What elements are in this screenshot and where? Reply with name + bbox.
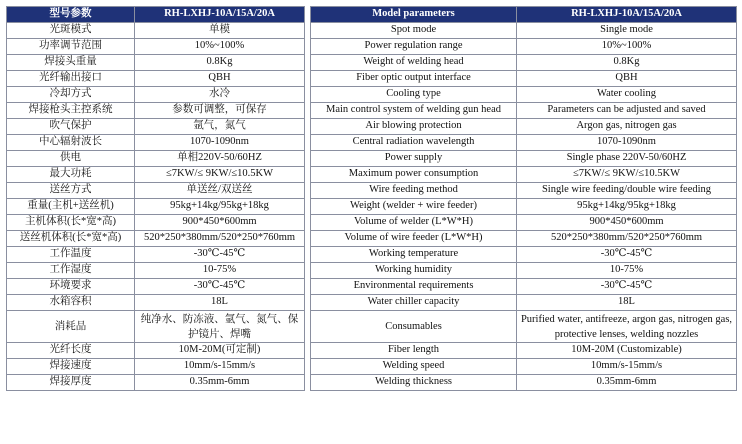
table-row — [7, 311, 305, 343]
param-value-cell: 1070-1090nm — [517, 135, 737, 151]
param-name-cell: Weight of welding head — [311, 55, 517, 71]
table-row — [311, 23, 737, 39]
table-header-row — [311, 7, 737, 23]
table-row — [311, 199, 737, 215]
param-name-cell: Weight (welder + wire feeder) — [311, 199, 517, 215]
chinese-spec-table — [6, 6, 305, 391]
param-name-cell: Wire feeding method — [311, 183, 517, 199]
table-row — [311, 343, 737, 359]
param-value-cell: 10M-20M (Customizable) — [517, 343, 737, 359]
param-name-cell: 环境要求 — [7, 279, 135, 295]
param-name-cell: Working temperature — [311, 247, 517, 263]
param-name-cell: 重量(主机+送丝机) — [7, 199, 135, 215]
param-value-cell: QBH — [517, 71, 737, 87]
table-row — [311, 39, 737, 55]
param-name-cell: 功率调节范围 — [7, 39, 135, 55]
param-name-cell: 冷却方式 — [7, 87, 135, 103]
param-name-cell: Power supply — [311, 151, 517, 167]
table-row — [311, 151, 737, 167]
param-value-cell: ≤7KW/≤ 9KW/≤10.5KW — [517, 167, 737, 183]
param-name-cell: Cooling type — [311, 87, 517, 103]
param-value-cell: Parameters can be adjusted and saved — [517, 103, 737, 119]
table-row — [7, 183, 305, 199]
param-name-cell: Working humidity — [311, 263, 517, 279]
param-name-cell: 焊接枪头主控系统 — [7, 103, 135, 119]
table-row — [7, 199, 305, 215]
param-name-cell: Consumables — [311, 311, 517, 343]
param-name-cell: 消耗品 — [7, 311, 135, 343]
model-column-header: RH-LXHJ-10A/15A/20A — [517, 7, 737, 23]
param-name-cell: Welding speed — [311, 359, 517, 375]
param-value-cell: 0.8Kg — [135, 55, 305, 71]
param-value-cell: 10%~100% — [517, 39, 737, 55]
param-name-cell: 光纤输出接口 — [7, 71, 135, 87]
param-name-cell: Fiber length — [311, 343, 517, 359]
table-row — [311, 167, 737, 183]
table-row — [7, 231, 305, 247]
table-row — [7, 247, 305, 263]
param-value-cell: -30℃-45℃ — [517, 247, 737, 263]
param-name-cell: Power regulation range — [311, 39, 517, 55]
param-name-cell: 工作温度 — [7, 247, 135, 263]
param-value-cell: QBH — [135, 71, 305, 87]
param-value-cell: 0.8Kg — [517, 55, 737, 71]
param-name-cell: 中心辐射波长 — [7, 135, 135, 151]
param-name-cell: Air blowing protection — [311, 119, 517, 135]
param-value-cell: 520*250*380mm/520*250*760mm — [135, 231, 305, 247]
param-name-cell: Volume of wire feeder (L*W*H) — [311, 231, 517, 247]
param-value-cell: 单相220V-50/60HZ — [135, 151, 305, 167]
table-row — [311, 359, 737, 375]
table-row — [311, 263, 737, 279]
param-name-cell: 焊接厚度 — [7, 375, 135, 391]
param-name-cell: 供电 — [7, 151, 135, 167]
table-row — [7, 151, 305, 167]
param-name-cell: Main control system of welding gun head — [311, 103, 517, 119]
table-row — [7, 263, 305, 279]
param-name-cell: Central radiation wavelength — [311, 135, 517, 151]
param-value-cell: 纯净水、防冻液、氩气、氮气、保护镜片、焊嘴 — [135, 311, 305, 343]
param-name-cell: 送丝方式 — [7, 183, 135, 199]
param-name-cell: 送丝机体积(长*宽*高) — [7, 231, 135, 247]
table-row — [311, 375, 737, 391]
param-name-cell: 焊接头重量 — [7, 55, 135, 71]
param-value-cell: Single phase 220V-50/60HZ — [517, 151, 737, 167]
param-value-cell: 单模 — [135, 23, 305, 39]
param-value-cell: 0.35mm-6mm — [135, 375, 305, 391]
param-value-cell: 95kg+14kg/95kg+18kg — [517, 199, 737, 215]
table-row — [7, 375, 305, 391]
param-value-cell: Purified water, antifreeze, argon gas, nitrogen gas, protective lenses, welding nozzles — [517, 311, 737, 343]
param-value-cell: -30℃-45℃ — [135, 279, 305, 295]
param-name-cell: Spot mode — [311, 23, 517, 39]
spec-sheet — [6, 6, 736, 438]
table-row — [7, 279, 305, 295]
param-column-header: Model parameters — [311, 7, 517, 23]
table-row — [311, 183, 737, 199]
param-value-cell: 10mm/s-15mm/s — [135, 359, 305, 375]
param-value-cell: Argon gas, nitrogen gas — [517, 119, 737, 135]
param-value-cell: 氩气，氮气 — [135, 119, 305, 135]
param-value-cell: 10-75% — [135, 263, 305, 279]
param-name-cell: 焊接速度 — [7, 359, 135, 375]
english-spec-table — [310, 6, 737, 391]
table-row — [311, 135, 737, 151]
param-value-cell: 95kg+14kg/95kg+18kg — [135, 199, 305, 215]
table-row — [311, 215, 737, 231]
param-name-cell: 水箱容积 — [7, 295, 135, 311]
table-row — [7, 135, 305, 151]
param-value-cell: 520*250*380mm/520*250*760mm — [517, 231, 737, 247]
param-name-cell: 光斑模式 — [7, 23, 135, 39]
param-value-cell: Single wire feeding/double wire feeding — [517, 183, 737, 199]
table-row — [7, 103, 305, 119]
param-name-cell: Fiber optic output interface — [311, 71, 517, 87]
param-value-cell: 水冷 — [135, 87, 305, 103]
model-column-header: RH-LXHJ-10A/15A/20A — [135, 7, 305, 23]
table-row — [311, 279, 737, 295]
param-value-cell: 参数可调整，可保存 — [135, 103, 305, 119]
param-value-cell: 900*450*600mm — [517, 215, 737, 231]
param-column-header: 型号参数 — [7, 7, 135, 23]
table-row — [7, 167, 305, 183]
table-row — [7, 215, 305, 231]
table-row — [311, 231, 737, 247]
table-row — [7, 55, 305, 71]
table-row — [311, 71, 737, 87]
param-value-cell: 10mm/s-15mm/s — [517, 359, 737, 375]
param-value-cell: 0.35mm-6mm — [517, 375, 737, 391]
param-name-cell: Welding thickness — [311, 375, 517, 391]
param-name-cell: 光纤长度 — [7, 343, 135, 359]
table-row — [311, 119, 737, 135]
param-name-cell: 吹气保护 — [7, 119, 135, 135]
param-value-cell: Water cooling — [517, 87, 737, 103]
chinese-spec-body — [7, 23, 305, 391]
table-header-row — [7, 7, 305, 23]
param-name-cell: Volume of welder (L*W*H) — [311, 215, 517, 231]
table-row — [311, 55, 737, 71]
table-row — [311, 247, 737, 263]
param-value-cell: 10-75% — [517, 263, 737, 279]
table-row — [7, 23, 305, 39]
param-name-cell: 工作湿度 — [7, 263, 135, 279]
table-row — [7, 295, 305, 311]
param-value-cell: 1070-1090nm — [135, 135, 305, 151]
param-value-cell: 10M-20M(可定制) — [135, 343, 305, 359]
param-value-cell: -30℃-45℃ — [135, 247, 305, 263]
param-name-cell: Maximum power consumption — [311, 167, 517, 183]
table-row — [311, 87, 737, 103]
param-value-cell: 10%~100% — [135, 39, 305, 55]
english-spec-body — [311, 23, 737, 391]
param-value-cell: ≤7KW/≤ 9KW/≤10.5KW — [135, 167, 305, 183]
table-row — [7, 343, 305, 359]
param-value-cell: 单送丝/双送丝 — [135, 183, 305, 199]
param-name-cell: 主机体积(长*宽*高) — [7, 215, 135, 231]
table-row — [7, 359, 305, 375]
table-row — [7, 39, 305, 55]
table-row — [311, 295, 737, 311]
param-value-cell: 900*450*600mm — [135, 215, 305, 231]
param-value-cell: -30℃-45℃ — [517, 279, 737, 295]
param-value-cell: 18L — [135, 295, 305, 311]
table-row — [311, 103, 737, 119]
param-value-cell: 18L — [517, 295, 737, 311]
table-row — [7, 71, 305, 87]
table-row — [7, 119, 305, 135]
param-name-cell: Environmental requirements — [311, 279, 517, 295]
param-name-cell: Water chiller capacity — [311, 295, 517, 311]
param-name-cell: 最大功耗 — [7, 167, 135, 183]
table-row — [311, 311, 737, 343]
param-value-cell: Single mode — [517, 23, 737, 39]
table-row — [7, 87, 305, 103]
